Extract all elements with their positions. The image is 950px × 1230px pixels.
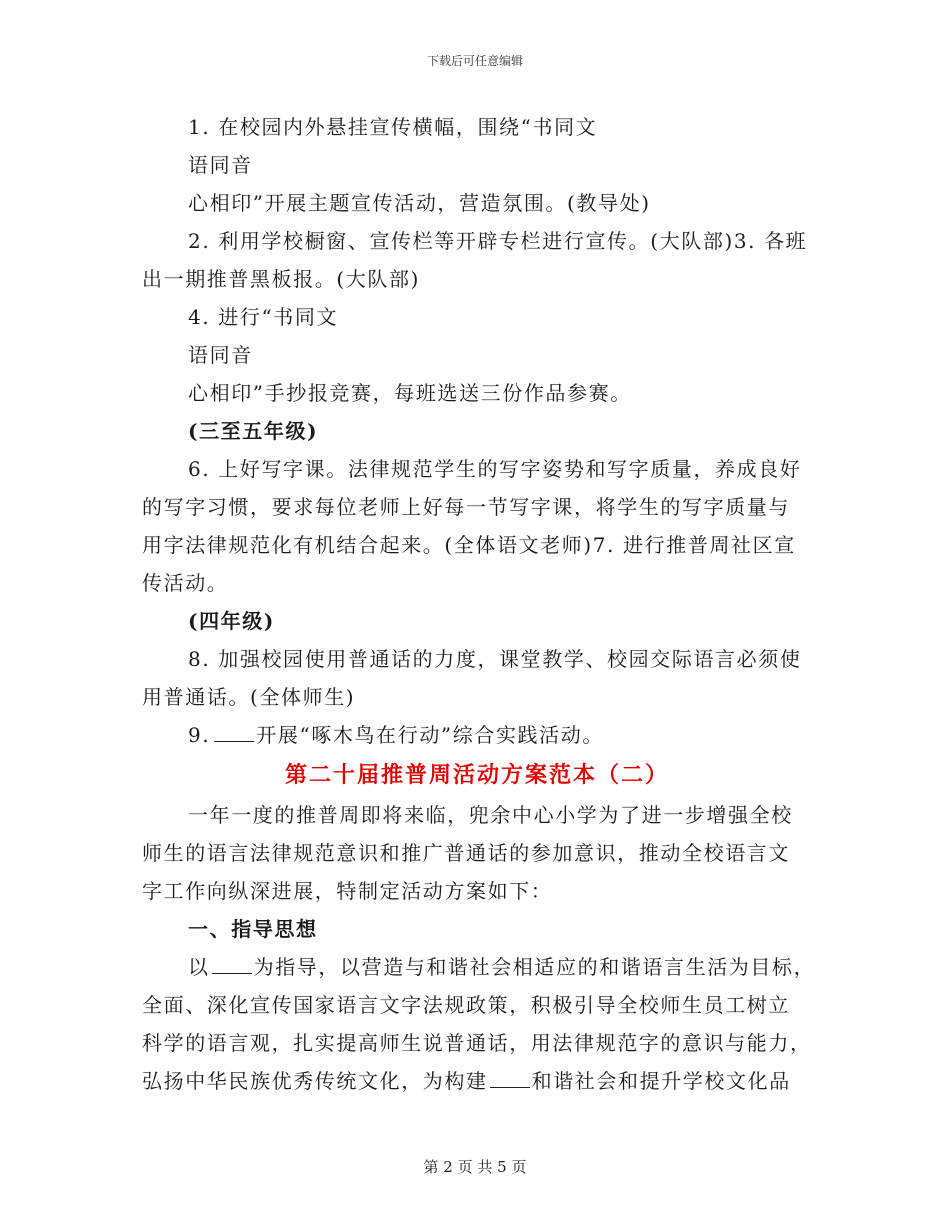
line-suffix: 和谐社会和提升学校文化品 (531, 1069, 791, 1093)
item-text: 开展“啄木鸟在行动”综合实践活动。 (256, 723, 604, 747)
grade-label: (四年级) (188, 609, 275, 633)
paragraph-line: 心相印”手抄报竞赛，每班选送三份作品参赛。 (188, 381, 632, 405)
document-body (142, 108, 816, 1100)
grade-label: (三至五年级) (188, 419, 319, 443)
paragraph-line (142, 1062, 812, 1100)
paragraph-line: 8. 加强校园使用普通话的力度，课堂教学、校园交际语言必须使 (188, 647, 802, 671)
paragraph-line: 用字法律规范化有机结合起来。(全体语文老师)7. 进行推普周社区宣 (142, 533, 796, 557)
page-header: 下载后可任意编辑 (426, 54, 523, 68)
paragraph-line: 传活动。 (142, 571, 229, 595)
paragraph-line: 师生的语言法律规范意识和推广普通话的参加意识，推动全校语言文 (142, 841, 790, 865)
paragraph-line: 1. 在校园内外悬挂宣传横幅，围绕“书同文 (188, 115, 598, 139)
item-number: 9. (188, 723, 211, 747)
paragraph-line: 6. 上好写字课。法律规范学生的写字姿势和写字质量，养成良好 (188, 457, 802, 481)
section-heading: 一、指导思想 (188, 917, 318, 941)
paragraph-line: 的写字习惯，要求每位老师上好每一节写字课，将学生的写字质量与 (142, 495, 790, 519)
paragraph-line: 全面、深化宣传国家语言文字法规政策，积极引导全校师生员工树立 (142, 993, 790, 1017)
paragraph-line: 用普通话。(全体师生) (142, 685, 356, 709)
paragraph-line: 语同音 (188, 153, 253, 177)
line-suffix: 为指导，以营造与和谐社会相适应的和谐语言生活为目标， (253, 955, 816, 979)
paragraph-line: 心相印”开展主题宣传活动，营造氛围。(教导处) (188, 191, 651, 215)
paragraph-line: 2. 利用学校橱窗、宣传栏等开辟专栏进行宣传。(大队部)3. 各班 (188, 229, 808, 253)
section-title: 第二十届推普周活动方案范本（二） (284, 762, 669, 788)
fill-blank (214, 719, 254, 742)
paragraph-line: 4. 进行“书同文 (188, 305, 339, 329)
line-prefix: 弘扬中华民族优秀传统文化，为构建 (142, 1069, 488, 1093)
paragraph-line: 出一期推普黑板报。(大队部) (142, 267, 421, 291)
paragraph-line: 科学的语言观，扎实提高师生说普通话，用法律规范字的意识与能力， (142, 1031, 812, 1055)
paragraph-line: 语同音 (188, 343, 253, 367)
paragraph-line: 一年一度的推普周即将来临，兜余中心小学为了进一步增强全校 (188, 803, 793, 827)
fill-blank (490, 1065, 530, 1088)
paragraph-line: 字工作向纵深进展，特制定活动方案如下： (142, 879, 553, 903)
page-footer: 第 2 页 共 5 页 (423, 1158, 527, 1176)
line-prefix: 以 (188, 955, 210, 979)
fill-blank (212, 951, 252, 974)
paragraph-line (142, 716, 812, 754)
paragraph-line (142, 948, 816, 986)
